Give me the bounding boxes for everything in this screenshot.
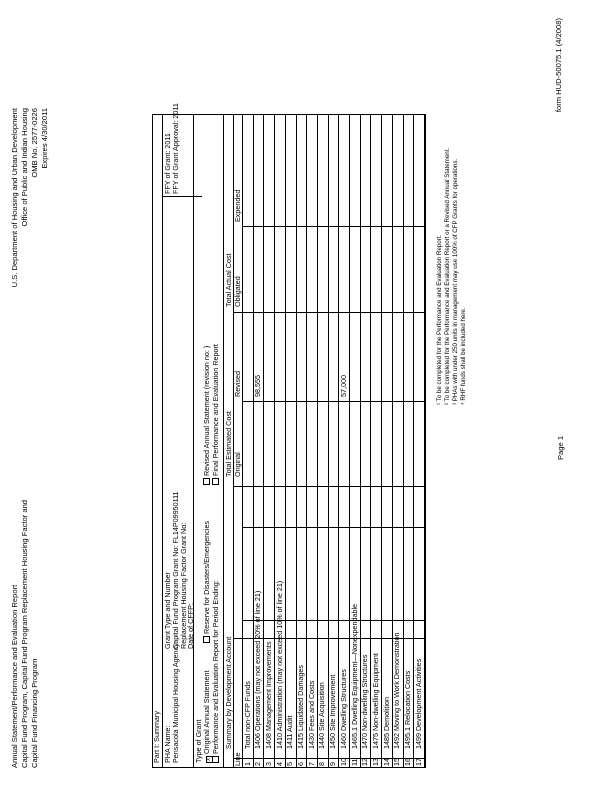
column-header-original: Original (233, 452, 242, 477)
row-number: 16 (403, 758, 412, 766)
reserve-for-disasters-option[interactable]: Reserve for Disasters/Emergencies (203, 521, 212, 643)
column-header-revised: Revised (233, 371, 242, 397)
row-label: 1440 Site Acquisition (317, 682, 327, 749)
row-divider (403, 115, 404, 767)
omb-number: OMB No. 2577-0226 (30, 108, 39, 178)
row-label: 1406 Operations (may not exceed 20% of line 21) (253, 590, 263, 749)
ffy-of-grant-approval: FFY of Grant Approval: 2011 (171, 103, 180, 194)
row-revised-amount: 57,000 (338, 375, 348, 397)
column-header-obligated: Obligated (233, 276, 242, 307)
row-label: 1408 Management Improvements (263, 641, 273, 749)
row-number: 11 (349, 758, 359, 766)
cfp-grant-number: Capital Fund Program Grant No: FL14P09950111 (171, 491, 180, 649)
row-number: 4 (274, 762, 284, 766)
checked-box-icon[interactable]: x (206, 758, 212, 761)
row-label: 1495.1 Relocation Costs (403, 670, 412, 749)
original-annual-statement-option[interactable]: xOriginal Annual Statement (202, 670, 212, 761)
final-performance-report-option[interactable]: Final Performance and Evaluation Report (212, 344, 221, 485)
row-number: 7 (306, 762, 316, 766)
row-label: 1465.1 Dwelling Equipment—Nonexpendable (349, 603, 359, 749)
checkbox-icon[interactable] (203, 478, 210, 485)
row-label: 1415 Liquidated Damages (296, 665, 305, 749)
office-name: Office of Public and Indian Housing (20, 108, 29, 227)
checkbox-icon[interactable] (203, 636, 210, 643)
grant-type-label: Grant Type and Number (163, 572, 172, 649)
cffp-date: Date of CFFP: (186, 603, 195, 649)
row-label: 1430 Fees and Costs (306, 680, 316, 749)
part-heading: Part I: Summary (152, 711, 161, 763)
column-header-summary: Summary by Development Account (224, 636, 233, 749)
column-header-total-actual: Total Actual Cost (224, 253, 233, 307)
row-label: Total non-CFP Funds (242, 681, 252, 749)
row-divider (317, 115, 318, 767)
row-number: 9 (328, 762, 338, 766)
row-label: 1410 Administration (may not exceed 10% of line 21) (274, 580, 284, 749)
row-number: 2 (253, 762, 263, 766)
row-divider (381, 115, 382, 767)
row-label: 1499 Development Activities (413, 658, 423, 749)
row-label: 1470 Non-dwelling Structures (360, 654, 370, 749)
row-label: 1492 Moving to Work Demonstration (392, 632, 402, 749)
column-header-total-estimated: Total Estimated Cost (224, 411, 233, 477)
row-label: 1460 Dwelling Structures (338, 669, 348, 749)
footnote-3: ³ PHAs with under 250 units in management may use 100% of CFP Grants for operations. (452, 158, 459, 405)
row-number: 15 (392, 758, 402, 766)
row-number: 10 (338, 758, 348, 766)
row-number: 6 (296, 762, 305, 766)
type-of-grant-label: Type of Grant (194, 719, 203, 763)
ffy-of-grant: FFY of Grant: 2011 (163, 133, 172, 194)
row-revised-amount: 98,555 (253, 375, 263, 397)
performance-evaluation-option[interactable]: Performance and Evaluation Report for Period Ending: (212, 580, 221, 763)
row-label: 1450 Site Improvement (328, 674, 338, 749)
footnote-4: ⁴ RHF funds shall be included here. (460, 307, 467, 405)
row-number: 1 (242, 762, 252, 766)
rhf-grant-number: Replacement Housing Factor Grant No: (179, 522, 188, 649)
row-label: 1411 Audit (285, 715, 295, 749)
row-number: 12 (360, 758, 370, 766)
footnote-2: ² To be completed for the Performance and Evaluation Report or a Revised Annual Statement. (444, 147, 451, 405)
expiration-date: Expires 4/30/2011 (40, 108, 49, 169)
pha-name-label: PHA Name: (163, 725, 172, 763)
row-number: 13 (370, 758, 380, 766)
form-number: form HUD-50075.1 (4/2008) (554, 18, 563, 113)
row-divider (306, 115, 307, 767)
row-number: 5 (285, 762, 295, 766)
row-number: 17 (413, 758, 423, 766)
form-title-line-3: Capital Fund Financing Program (30, 658, 39, 768)
revised-annual-statement-option[interactable]: Revised Annual Statement (revision no: ) (203, 346, 212, 485)
row-label: 1475 Non-dwelling Equipment (370, 653, 380, 749)
pha-name-value: Pensacola Municipal Housing Agency (171, 643, 180, 763)
page-number: Page 1 (556, 435, 565, 460)
agency-name: U.S. Department of Housing and Urban Development (10, 108, 19, 288)
form-title-line-2: Capital Fund Program, Capital Fund Program Replacement Housing Factor and (20, 499, 29, 768)
row-label: 1485 Demolition (381, 697, 391, 749)
row-divider (328, 115, 329, 767)
row-number: 14 (381, 758, 391, 766)
footnote-1: ¹ To be completed for the Performance and Evaluation Report. (436, 234, 443, 405)
row-divider (424, 115, 425, 767)
checkbox-icon[interactable] (212, 756, 219, 763)
checkbox-icon[interactable] (212, 478, 219, 485)
row-divider (285, 115, 286, 767)
row-number: 8 (317, 762, 327, 766)
summary-form-grid (152, 103, 426, 768)
form-title-line-1: Annual Statement/Performance and Evaluation Report (10, 584, 19, 768)
row-number: 3 (263, 762, 273, 766)
column-header-line: Line (233, 752, 242, 766)
column-header-expended: Expended (233, 189, 242, 222)
rotated-form-page (6, 10, 610, 800)
